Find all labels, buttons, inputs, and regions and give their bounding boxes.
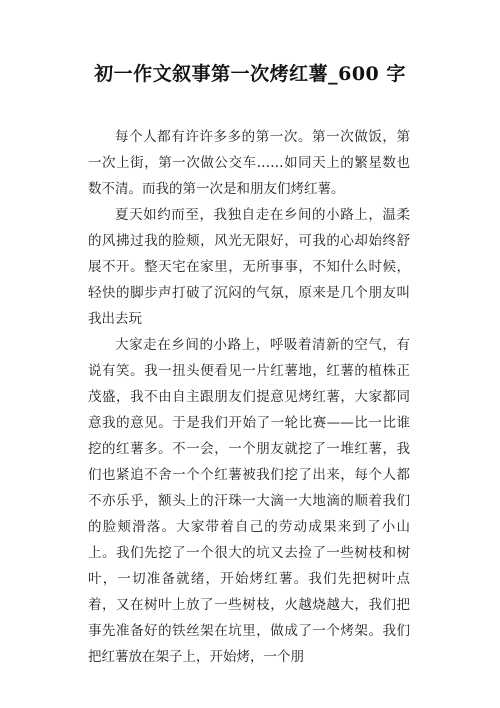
paragraph-3: 大家走在乡间的小路上，呼吸着清新的空气，有说有笑。我一扭头便看见一片红薯地，红薯的植株正茂盛，我不由自主跟朋友们提意见烤红薯，大家都同意我的意见。于是我们开始了一轮比赛——比一比谁挖的红薯多。不一会，一个朋友就挖了一堆红薯，我们也紧追不舍一个个红薯被我们挖了出来，每个人都不亦乐乎，额头上的汗珠一大滴一大地滴的顺着我们的脸颊滑落。大家带着自己的劳动成果来到了小山上。我们先挖了一个很大的坑又去捡了一些树枝和树叶，一切准备就绪，开始烤红薯。我们先把树叶点着，又在树叶上放了一些树枝，火越烧越大，我们把事先准备好的铁丝架在坑里，做成了一个烤架。我们把红薯放在架子上，开始烤，一个朋	[88, 337, 410, 665]
document-body	[88, 124, 410, 670]
paragraph-2: 夏天如约而至，我独自走在乡间的小路上，温柔的风拂过我的脸颊，风光无限好，可我的心却始终舒展不开。整天宅在家里，无所事事，不知什么时候，轻快的脚步声打破了沉闷的气氛，原来是几个朋友叫我出去玩	[88, 207, 410, 327]
document-title: 初一作文叙事第一次烤红薯_600 字	[94, 63, 406, 85]
paragraph-1: 每个人都有许许多多的第一次。第一次做饭，第一次上街，第一次做公交车……如同天上的繁星数也数不清。而我的第一次是和朋友们烤红薯。	[88, 129, 410, 197]
